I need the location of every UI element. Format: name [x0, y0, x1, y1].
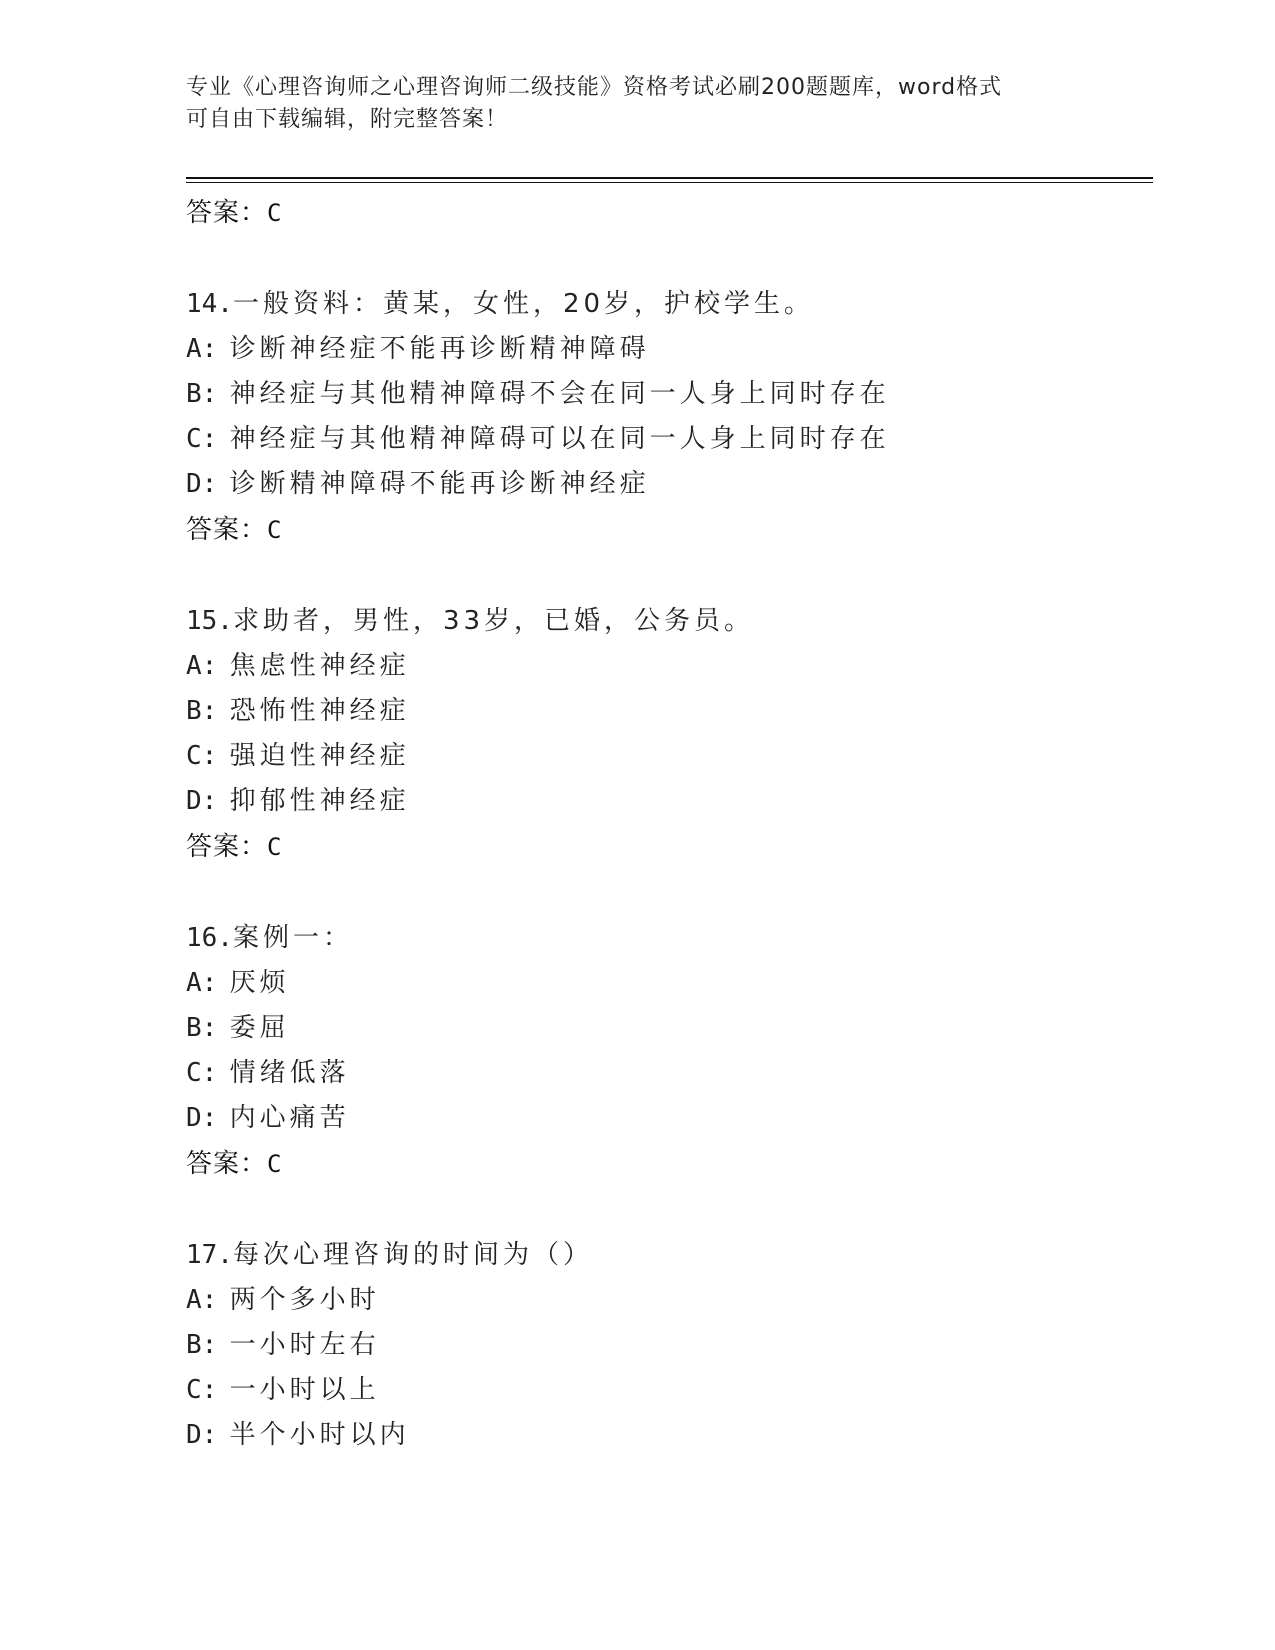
option-text: 强迫性神经症 [229, 741, 410, 771]
option-c [186, 1368, 1146, 1413]
option-letter: A: [186, 334, 218, 364]
option-text: 厌烦 [229, 968, 290, 998]
option-text: 半个小时以内 [229, 1420, 410, 1450]
option-c [186, 1051, 1146, 1096]
question-stem [186, 599, 1146, 644]
question-17 [186, 1233, 1146, 1458]
question-number: 16. [186, 923, 233, 953]
answer-key: C [267, 199, 283, 227]
option-text: 一小时以上 [229, 1375, 380, 1405]
option-letter: C: [186, 741, 218, 771]
option-text: 一小时左右 [229, 1330, 380, 1360]
option-letter: A: [186, 1285, 218, 1315]
option-letter: C: [186, 1058, 218, 1088]
option-letter: B: [186, 1013, 218, 1043]
option-text: 神经症与其他精神障碍不会在同一人身上同时存在 [229, 379, 890, 409]
option-letter: D: [186, 1103, 218, 1133]
answer-label: 答案： [186, 1149, 268, 1179]
option-b [186, 372, 1146, 417]
question-text: 每次心理咨询的时间为（） [232, 1240, 593, 1270]
option-text: 诊断精神障碍不能再诊断神经症 [229, 469, 650, 499]
option-text: 内心痛苦 [229, 1103, 350, 1133]
answer-label: 答案： [186, 832, 268, 862]
option-a [186, 327, 1146, 372]
option-text: 两个多小时 [229, 1285, 380, 1315]
option-letter: B: [186, 1330, 218, 1360]
answer-line [186, 190, 1146, 236]
option-letter: D: [186, 786, 218, 816]
option-d [186, 1096, 1146, 1141]
option-d [186, 462, 1146, 507]
option-letter: B: [186, 379, 218, 409]
answer-label: 答案： [186, 198, 268, 228]
header-title-line-1: 专业《心理咨询师之心理咨询师二级技能》资格考试必刷200题题库，word格式 [186, 75, 1003, 100]
header-divider-thick [186, 177, 1153, 179]
answer-line [186, 507, 1146, 553]
answer-key: C [267, 516, 283, 544]
option-letter: C: [186, 1375, 218, 1405]
option-text: 恐怖性神经症 [229, 696, 410, 726]
question-text: 案例一： [232, 923, 353, 953]
question-stem [186, 1233, 1146, 1278]
option-d [186, 779, 1146, 824]
question-number: 17. [186, 1240, 233, 1270]
option-letter: D: [186, 469, 218, 499]
option-text: 委屈 [229, 1013, 290, 1043]
option-a [186, 644, 1146, 689]
option-c [186, 417, 1146, 462]
answer-line [186, 1141, 1146, 1187]
option-letter: A: [186, 968, 218, 998]
option-b [186, 1006, 1146, 1051]
answer-line [186, 824, 1146, 870]
option-d [186, 1413, 1146, 1458]
answer-label: 答案： [186, 515, 268, 545]
question-number: 14. [186, 289, 233, 319]
header-title-line-2: 可自由下载编辑，附完整答案！ [186, 107, 509, 132]
question-text: 一般资料：黄某，女性，20岁，护校学生。 [232, 289, 815, 319]
option-letter: C: [186, 424, 218, 454]
option-b [186, 689, 1146, 734]
question-number: 15. [186, 606, 233, 636]
question-15 [186, 599, 1146, 870]
option-a [186, 961, 1146, 1006]
option-c [186, 734, 1146, 779]
option-b [186, 1323, 1146, 1368]
question-14 [186, 282, 1146, 553]
option-text: 神经症与其他精神障碍可以在同一人身上同时存在 [229, 424, 890, 454]
question-stem [186, 282, 1146, 327]
question-16 [186, 916, 1146, 1187]
option-text: 情绪低落 [229, 1058, 350, 1088]
question-stem [186, 916, 1146, 961]
option-letter: D: [186, 1420, 218, 1450]
option-text: 诊断神经症不能再诊断精神障碍 [229, 334, 650, 364]
option-text: 焦虑性神经症 [229, 651, 410, 681]
option-letter: B: [186, 696, 218, 726]
question-text: 求助者，男性，33岁，已婚，公务员。 [232, 606, 755, 636]
option-text: 抑郁性神经症 [229, 786, 410, 816]
option-letter: A: [186, 651, 218, 681]
answer-key: C [267, 1150, 283, 1178]
header-divider-thin [186, 182, 1153, 183]
document-header [186, 72, 1066, 136]
answer-key: C [267, 833, 283, 861]
option-a [186, 1278, 1146, 1323]
question-list [186, 190, 1146, 1458]
